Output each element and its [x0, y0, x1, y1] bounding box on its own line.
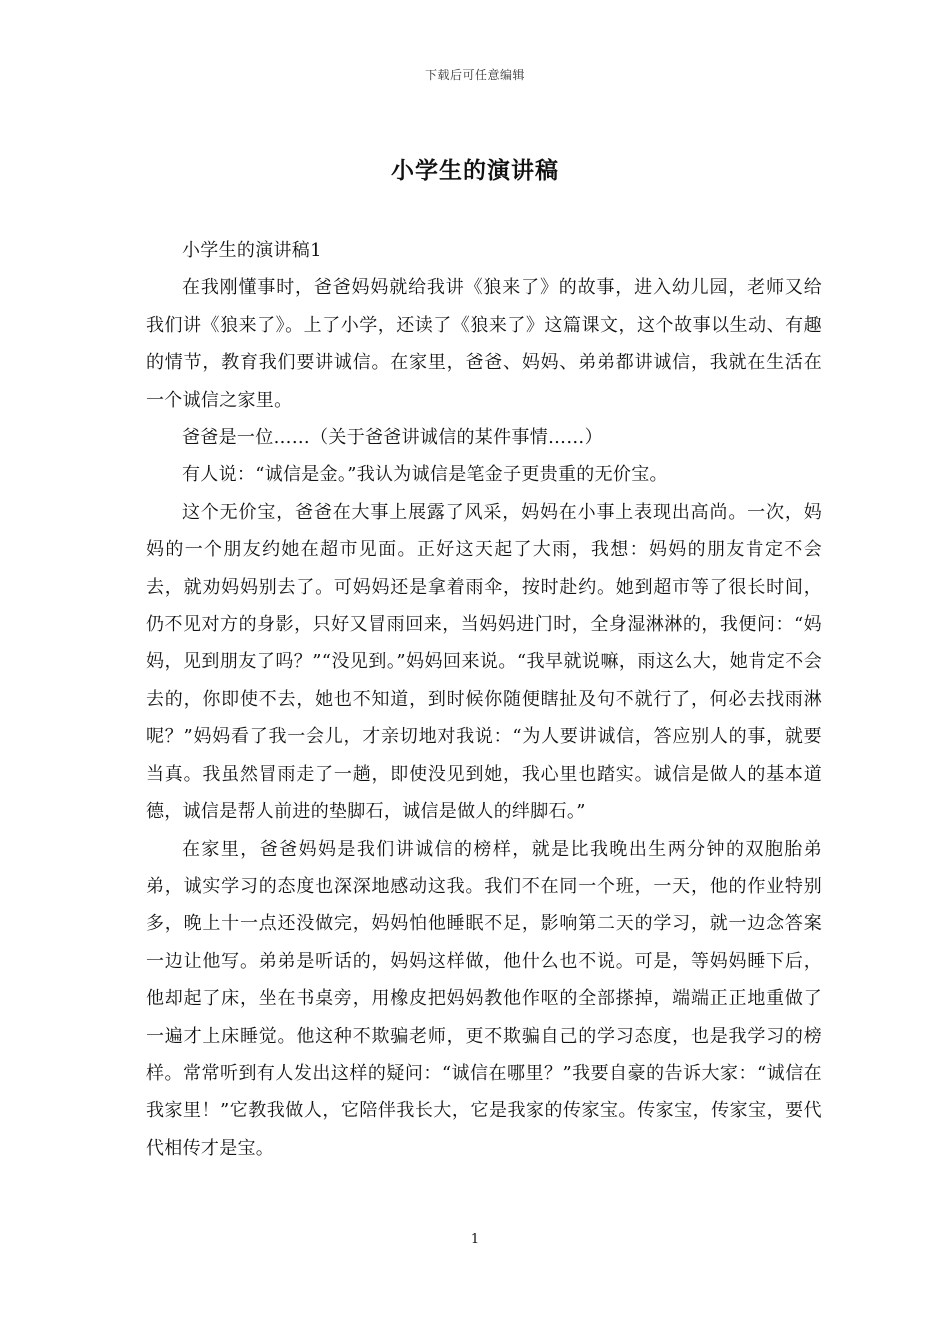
document-body	[146, 232, 822, 1167]
page-number: 1	[470, 1232, 480, 1247]
paragraph: 在我刚懂事时，爸爸妈妈就给我讲《狼来了》的故事，进入幼儿园，老师又给我们讲《狼来了》。上了小学，还读了《狼来了》这篇课文，这个故事以生动、有趣的情节，教育我们要讲诚信。在家里，爸爸、妈妈、弟弟都讲诚信，我就在生活在一个诚信之家里。	[146, 277, 822, 411]
paragraph: 在家里，爸爸妈妈是我们讲诚信的榜样，就是比我晚出生两分钟的双胞胎弟弟，诚实学习的态度也深深地感动这我。我们不在同一个班，一天，他的作业特别多，晚上十一点还没做完，妈妈怕他睡眠不足，影响第二天的学习，就一边念答案一边让他写。弟弟是听话的，妈妈这样做，他什么也不说。可是，等妈妈睡下后，他却起了床，坐在书桌旁，用橡皮把妈妈教他作呕的全部搽掉，端端正正地重做了一遍才上床睡觉。他这种不欺骗老师，更不欺骗自己的学习态度，也是我学习的榜样。常常听到有人发出这样的疑问：“诚信在哪里？”我要自豪的告诉大家：“诚信在我家里！”它教我做人，它陪伴我长大，它是我家的传家宝。传家宝，传家宝，要代代相传才是宝。	[146, 838, 822, 1159]
header-note: 下载后可任意编辑	[424, 68, 525, 82]
paragraph: 爸爸是一位……（关于爸爸讲诚信的某件事情……）	[182, 427, 603, 449]
section-heading: 小学生的演讲稿1	[182, 240, 322, 261]
document-title: 小学生的演讲稿	[391, 157, 559, 184]
paragraph: 这个无价宝，爸爸在大事上展露了风采，妈妈在小事上表现出高尚。一次，妈妈的一个朋友约她在超市见面。正好这天起了大雨，我想：妈妈的朋友肯定不会去，就劝妈妈别去了。可妈妈还是拿着雨伞，按时赴约。她到超市等了很长时间，仍不见对方的身影，只好又冒雨回来，当妈妈进门时，全身湿淋淋的，我便问：“妈妈，见到朋友了吗？”“没见到。”妈妈回来说。“我早就说嘛，雨这么大，她肯定不会去的，你即使不去，她也不知道，到时候你随便瞎扯及句不就行了，何必去找雨淋呢？”妈妈看了我一会儿，才亲切地对我说：“为人要讲诚信，答应别人的事，就要当真。我虽然冒雨走了一趟，即使没见到她，我心里也踏实。诚信是做人的基本道德，诚信是帮人前进的垫脚石，诚信是做人的绊脚石。”	[146, 501, 822, 823]
paragraph: 有人说：“诚信是金。”我认为诚信是笔金子更贵重的无价宝。	[182, 464, 668, 486]
